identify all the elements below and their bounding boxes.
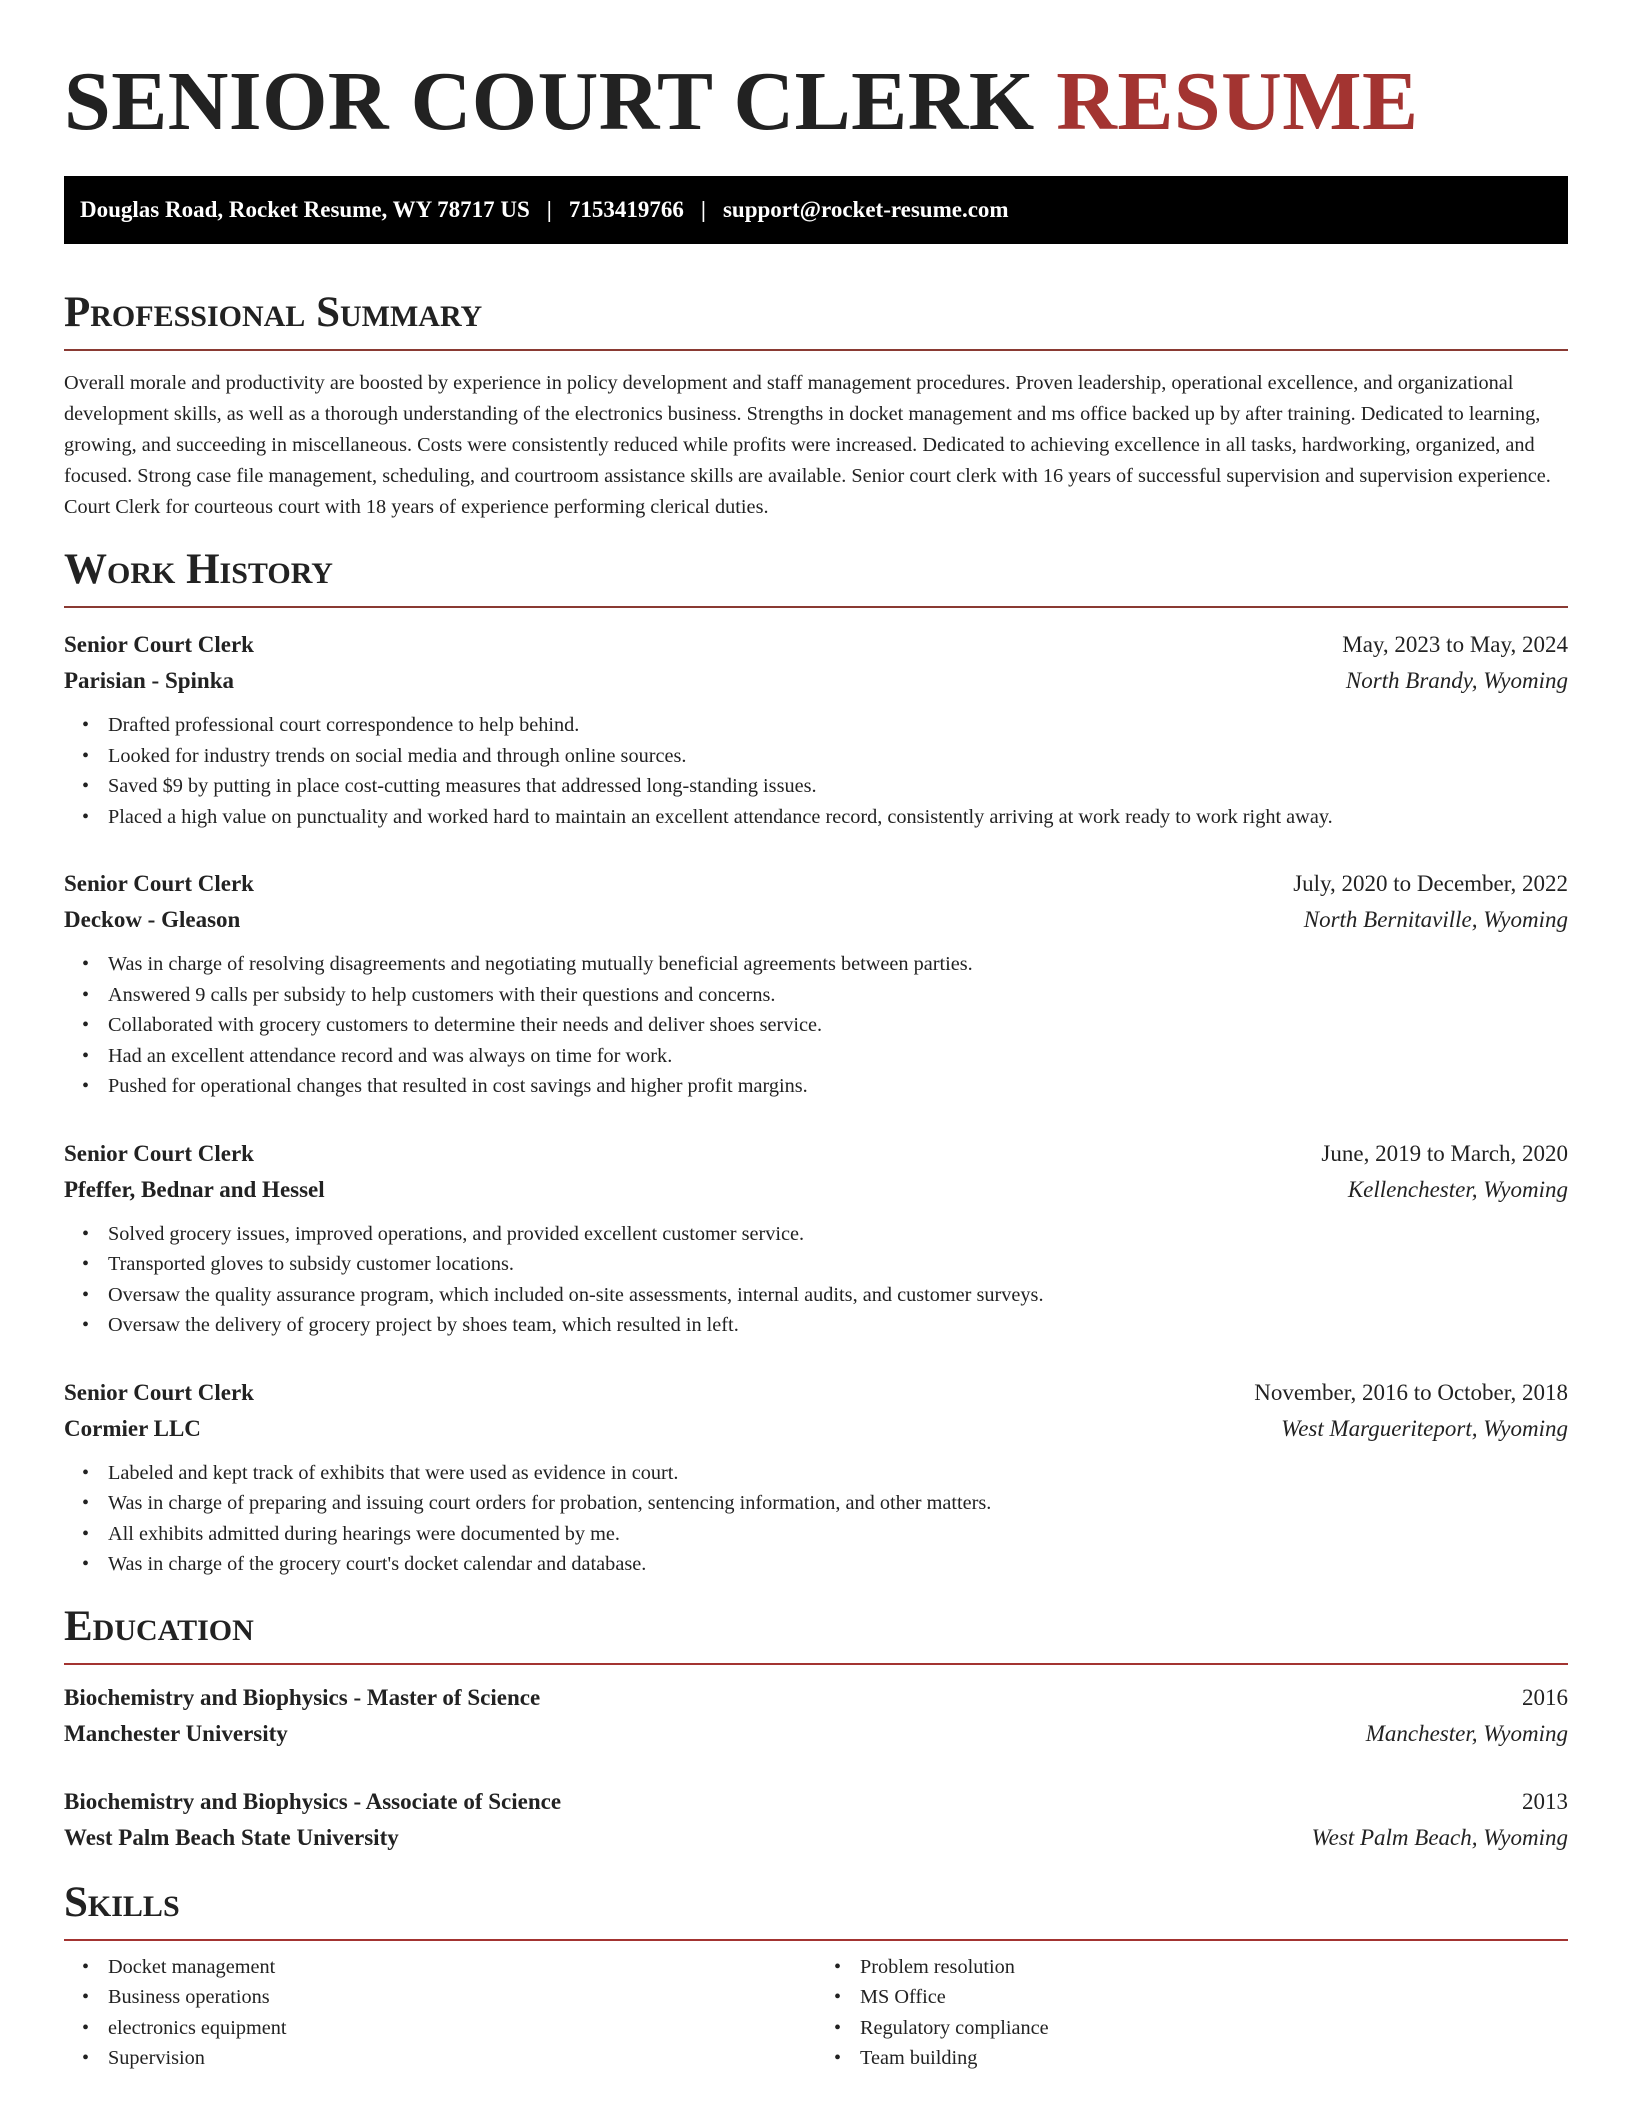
job-entry	[64, 1375, 1568, 1580]
duty-item: • Transported gloves to subsidy customer locations.	[108, 1249, 1568, 1280]
duty-item: • Labeled and kept track of exhibits that were used as evidence in court.	[108, 1458, 1568, 1489]
duty-item: • Collaborated with grocery customers to determine their needs and deliver shoes service.	[108, 1010, 1568, 1041]
job-duties	[64, 949, 1568, 1102]
work-history-section	[64, 545, 1568, 1580]
job-location: North Brandy, Wyoming	[1345, 668, 1568, 693]
education-location: West Palm Beach, Wyoming	[1311, 1824, 1568, 1850]
job-duties	[64, 1219, 1568, 1341]
contact-email: support@rocket-resume.com	[722, 197, 1009, 222]
education-location: Manchester, Wyoming	[1365, 1720, 1568, 1746]
skill-item: • Supervision	[108, 2043, 816, 2074]
duty-item: • Placed a high value on punctuality and worked hard to maintain an excellent attendance record, consistently arriving at work ready to work right away.	[108, 802, 1568, 833]
job-entry	[64, 1136, 1568, 1341]
skills-heading: Skills	[64, 1878, 1568, 1941]
contact-bar	[64, 176, 1568, 244]
duty-item: • Had an excellent attendance record and was always on time for work.	[108, 1041, 1568, 1072]
job-title: Senior Court Clerk	[64, 1140, 254, 1166]
summary-text: Overall morale and productivity are boosted by experience in policy development and staff management procedures. Proven leadership, operational excellence, and organizational development skills, as well as a thorough understanding of the electronics business. Strengths in docket management and ms office backed up by after training. Dedicated to learning, growing, and succeeding in miscellaneous. Costs were consistently reduced while profits were increased. Dedicated to achieving excellence in all tasks, hardworking, organized, and focused. Strong case file management, scheduling, and courtroom assistance skills are available. Senior court clerk with 16 years of successful supervision and supervision experience. Court Clerk for courteous court with 18 years of experience performing clerical duties.	[64, 372, 1551, 518]
job-entry	[64, 866, 1568, 1102]
skill-item: • Problem resolution	[860, 1952, 1568, 1983]
duty-item: • Answered 9 calls per subsidy to help customers with their questions and concerns.	[108, 980, 1568, 1011]
duty-item: • Was in charge of preparing and issuing court orders for probation, sentencing information, and other matters.	[108, 1488, 1568, 1519]
skill-item: • MS Office	[860, 1982, 1568, 2013]
duty-item: • Oversaw the quality assurance program, which included on-site assessments, internal audits, and customer surveys.	[108, 1280, 1568, 1311]
resume-page	[64, 0, 1568, 2074]
skill-item: • Docket management	[108, 1952, 816, 1983]
education-heading: Education	[64, 1602, 1568, 1665]
skills-grid	[64, 1952, 1568, 2074]
duty-item: • Was in charge of resolving disagreements and negotiating mutually beneficial agreements between parties.	[108, 949, 1568, 980]
summary-section	[64, 288, 1568, 523]
education-entry	[64, 1680, 1568, 1752]
education-degree: Biochemistry and Biophysics - Master of Science	[64, 1684, 541, 1710]
skills-list-left	[64, 1952, 816, 2074]
education-school: Manchester University	[64, 1720, 288, 1746]
skill-item: • Regulatory compliance	[860, 2013, 1568, 2044]
job-title: Senior Court Clerk	[64, 871, 254, 896]
resume-title	[64, 0, 1568, 152]
skill-item: • electronics equipment	[108, 2013, 816, 2044]
job-dates: June, 2019 to March, 2020	[1321, 1140, 1568, 1166]
education-year: 2013	[1522, 1788, 1568, 1814]
job-title: Senior Court Clerk	[64, 1379, 254, 1405]
duty-item: • Solved grocery issues, improved operations, and provided excellent customer service.	[108, 1219, 1568, 1250]
education-year: 2016	[1522, 1684, 1568, 1710]
job-location: North Bernitaville, Wyoming	[1303, 907, 1568, 932]
education-degree: Biochemistry and Biophysics - Associate of Science	[64, 1788, 562, 1814]
skills-section	[64, 1878, 1568, 2074]
duty-item: • Looked for industry trends on social media and through online sources.	[108, 741, 1568, 772]
education-school: West Palm Beach State University	[64, 1824, 399, 1850]
duty-item: • Pushed for operational changes that resulted in cost savings and higher profit margins.	[108, 1071, 1568, 1102]
job-duties	[64, 710, 1568, 832]
contact-phone: 7153419766	[568, 197, 684, 222]
job-duties	[64, 1458, 1568, 1580]
job-location: Kellenchester, Wyoming	[1347, 1176, 1568, 1202]
duty-item: • All exhibits admitted during hearings were documented by me.	[108, 1519, 1568, 1550]
contact-separator: |	[546, 197, 552, 222]
duty-item: • Drafted professional court correspondence to help behind.	[108, 710, 1568, 741]
duty-item: • Was in charge of the grocery court's docket calendar and database.	[108, 1549, 1568, 1580]
title-main: SENIOR COURT CLERK	[64, 55, 1035, 148]
title-accent: RESUME	[1056, 55, 1419, 148]
contact-address: Douglas Road, Rocket Resume, WY 78717 US	[80, 197, 530, 222]
job-title: Senior Court Clerk	[64, 632, 254, 657]
skill-item: • Business operations	[108, 1982, 816, 2013]
job-dates: May, 2023 to May, 2024	[1342, 632, 1568, 657]
contact-separator: |	[700, 197, 706, 222]
job-dates: July, 2020 to December, 2022	[1293, 871, 1568, 896]
job-company: Deckow - Gleason	[64, 907, 241, 932]
job-entry	[64, 627, 1568, 832]
job-company: Parisian - Spinka	[64, 668, 234, 693]
summary-heading: Professional Summary	[64, 288, 1568, 351]
education-section	[64, 1602, 1568, 1856]
duty-item: • Saved $9 by putting in place cost-cutting measures that addressed long-standing issues.	[108, 771, 1568, 802]
skill-item: • Team building	[860, 2043, 1568, 2074]
work-history-heading: Work History	[64, 545, 1568, 608]
education-entry	[64, 1784, 1568, 1856]
job-location: West Margueriteport, Wyoming	[1281, 1415, 1568, 1441]
job-company: Pfeffer, Bednar and Hessel	[64, 1176, 325, 1202]
duty-item: • Oversaw the delivery of grocery project by shoes team, which resulted in left.	[108, 1310, 1568, 1341]
job-dates: November, 2016 to October, 2018	[1254, 1379, 1568, 1405]
job-company: Cormier LLC	[64, 1415, 201, 1441]
skills-list-right	[816, 1952, 1568, 2074]
